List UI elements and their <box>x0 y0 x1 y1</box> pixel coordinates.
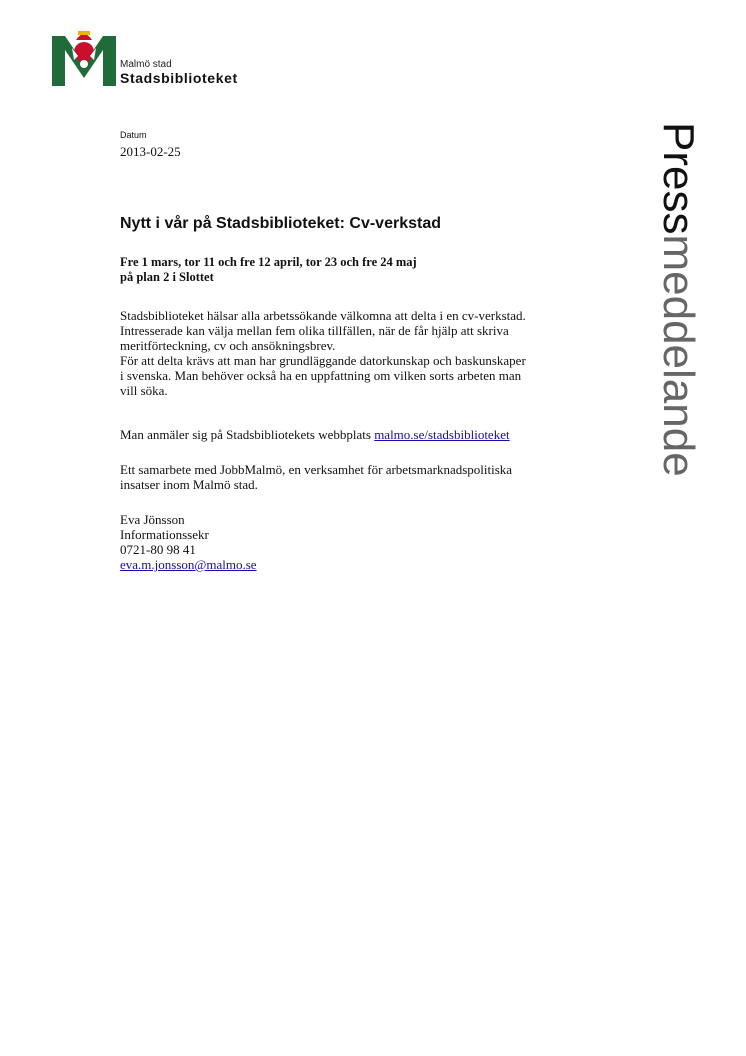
body-paragraph-partnership <box>120 462 590 492</box>
contact-block <box>120 512 590 572</box>
body-line: vill söka. <box>120 383 168 398</box>
headline: Nytt i vår på Stadsbiblioteket: Cv-verkstad <box>120 215 441 232</box>
body-paragraph-intro <box>120 308 590 398</box>
website-link[interactable]: malmo.se/stadsbiblioteket <box>374 427 510 442</box>
side-title-part2: meddelande <box>654 234 703 477</box>
body-line: i svenska. Man behöver också ha en uppfattning om vilken sorts arbeten man <box>120 368 522 383</box>
contact-phone: 0721-80 98 41 <box>120 542 196 557</box>
subheading <box>120 255 580 285</box>
date-value: 2013-02-25 <box>120 144 181 159</box>
date-label: Datum <box>120 130 147 140</box>
body-line <box>120 427 590 442</box>
organization-block <box>120 59 238 86</box>
body-line: Stadsbiblioteket hälsar alla arbetssökande välkomna att delta i en cv-verkstad. <box>120 308 526 323</box>
body-paragraph-registration <box>120 427 590 442</box>
side-title-container <box>648 122 708 562</box>
registration-text: Man anmäler sig på Stadsbibliotekets webbplats <box>120 427 375 442</box>
side-title-part1: Press <box>654 122 703 235</box>
body-line: Intresserade kan välja mellan fem olika tillfällen, när de får hjälp att skriva <box>120 323 509 338</box>
body-line: meritförteckning, cv och ansökningsbrev. <box>120 338 336 353</box>
contact-name: Eva Jönsson <box>120 512 185 527</box>
subhead-line: Fre 1 mars, tor 11 och fre 12 april, tor 23 och fre 24 maj <box>120 255 417 269</box>
org-name: Stadsbiblioteket <box>120 70 238 86</box>
side-title <box>648 122 708 562</box>
malmo-stad-logo <box>52 26 116 86</box>
contact-title: Informationssekr <box>120 527 209 542</box>
body-line: insatser inom Malmö stad. <box>120 477 258 492</box>
subhead-line: på plan 2 i Slottet <box>120 270 214 284</box>
contact-email-link[interactable]: eva.m.jonsson@malmo.se <box>120 557 257 572</box>
body-line: För att delta krävs att man har grundläggande datorkunskap och baskunskaper <box>120 353 526 368</box>
org-small-label: Malmö stad <box>120 59 172 70</box>
body-line: Ett samarbete med JobbMalmö, en verksamhet för arbetsmarknadspolitiska <box>120 462 513 477</box>
